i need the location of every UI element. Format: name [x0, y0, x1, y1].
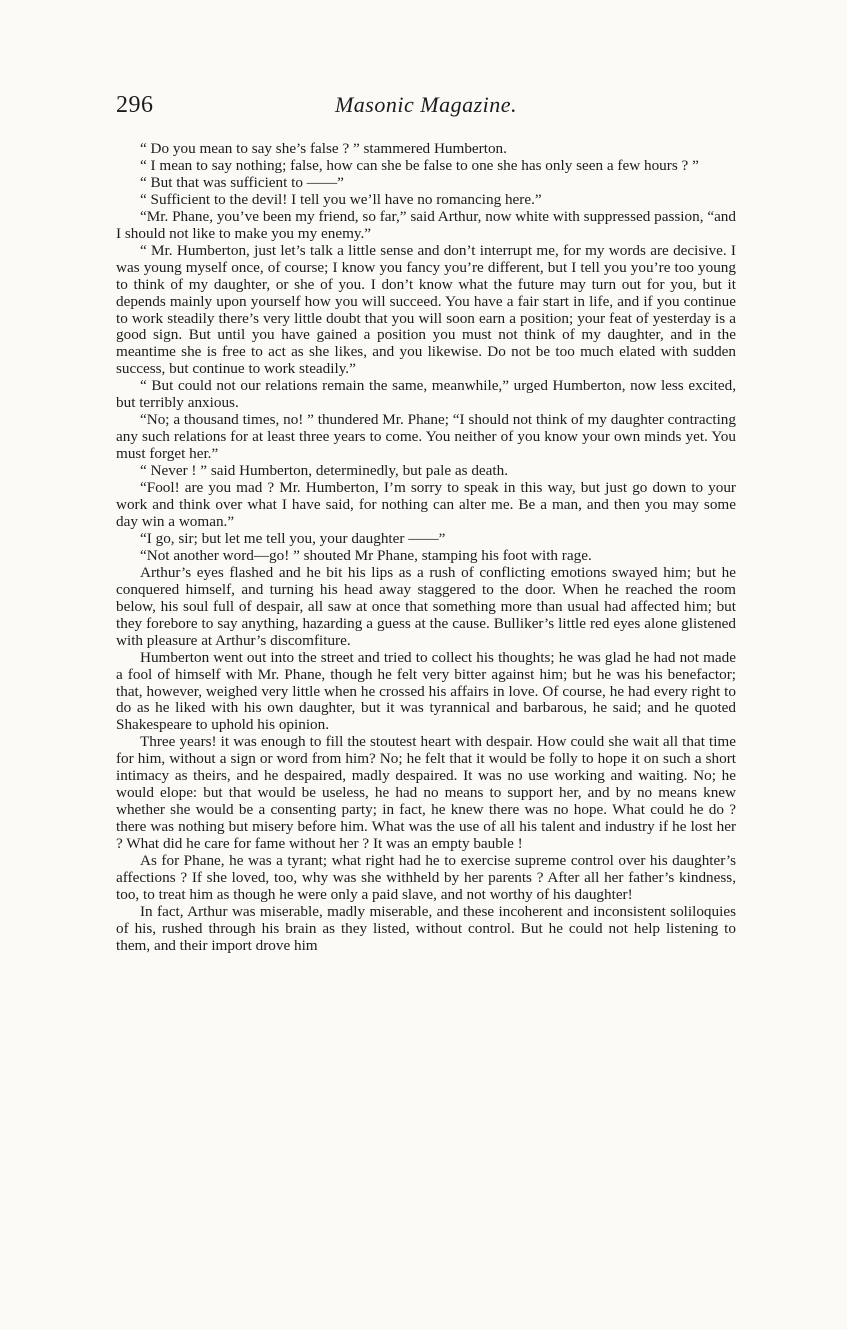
paragraph: Humberton went out into the street and tried to collect his thoughts; he was glad he had not made a fool of himself with Mr. Phane, though he felt very bitter against him; but he was his benefactor; that, however, weighed very little when he crossed his affairs in love. Of course, he had every right to do as he liked with his own daughter, but it was tyrannical and barbarous, he said; and he quoted Shakespeare to uphold his opinion.: [116, 648, 736, 734]
article-body: [116, 141, 736, 955]
paragraph: “ But could not our relations remain the same, meanwhile,” urged Humberton, now less excited, but terribly anxious.: [116, 377, 736, 412]
page-number: 296: [116, 92, 154, 118]
paragraph: Three years! it was enough to fill the stoutest heart with despair. How could she wait all that time for him, without a sign or word from him? No; he felt that it would be folly to hope it on such a short intimacy as theirs, and he despaired, madly despaired. It was no use working and waiting. No; he would elope: but that would be useless, he had no means to support her, and by no means knew whether she would be a consenting party; in fact, he knew there was no hope. What could he do ? there was nothing but misery before him. What was the use of all his talent and industry if he lost her ? What did he care for fame without her ? It was an empty bauble !: [116, 733, 736, 853]
paragraph: “Fool! are you mad ? Mr. Humberton, I’m sorry to speak in this way, but just go down to your work and think over what I have said, for nothing can alter me. Be a man, and then you may some day win a woman.”: [116, 479, 736, 530]
paragraph: “ But that was sufficient to ——”: [140, 173, 344, 191]
paragraph: Arthur’s eyes flashed and he bit his lips as a rush of conflicting emotions swayed him; but he conquered himself, and turning his head away staggered to the door. When he reached the room below, his soul full of despair, all saw at once that something more than usual had affected him; but they forebore to say anything, hazarding a guess at the cause. Bulliker’s little red eyes alone glistened with pleasure at Arthur’s discomfiture.: [116, 563, 736, 649]
paragraph: “ Never ! ” said Humberton, determinedly, but pale as death.: [140, 462, 509, 480]
paragraph: “I go, sir; but let me tell you, your daughter ——”: [140, 529, 446, 547]
paragraph: “ Sufficient to the devil! I tell you we’ll have no romancing here.”: [140, 190, 542, 208]
paragraph: “Not another word—go! ” shouted Mr Phane, stamping his foot with rage.: [140, 546, 592, 564]
paragraph: “ Do you mean to say she’s false ? ” stammered Humberton.: [140, 140, 507, 157]
paragraph: “No; a thousand times, no! ” thundered Mr. Phane; “I should not think of my daughter contracting any such relations for at least three years to come. You neither of you know your own minds yet. You must forget her.”: [116, 411, 736, 463]
page-header: [116, 92, 736, 128]
paragraph: In fact, Arthur was miserable, madly miserable, and these incoherent and inconsistent soliloquies of his, rushed through his brain as they listed, without control. But he could not help listening to them, and their import drove him: [116, 902, 736, 954]
paragraph: “ Mr. Humberton, just let’s talk a little sense and don’t interrupt me, for my words are decisive. I was young myself once, of course; I know you fancy you’re different, but I tell you you’re too young to think of my daughter, or she of you. I don’t know what the future may turn out for you, but it depends mainly upon yourself how you will succeed. You have a fair start in life, and if you continue to work steadily there’s very little doubt that you will soon earn a position; your feat of yesterday is a good sign. But until you have gained a position you must not think of my daughter, and in the meantime she is free to act as she likes, and you likewise. Do not be too much elated with sudden success, but continue to work steadily.”: [116, 241, 736, 378]
running-title: Masonic Magazine.: [334, 92, 518, 117]
paragraph: “ I mean to say nothing; false, how can she be false to one she has only seen a few hours ? ”: [140, 156, 699, 174]
paragraph: As for Phane, he was a tyrant; what right had he to exercise supreme control over his daughter’s affections ? If she loved, too, why was she withheld by her parents ? After all her father’s kindness, too, to treat him as though he were only a paid slave, and not worthy of his daughter!: [116, 852, 736, 903]
paragraph: “Mr. Phane, you’ve been my friend, so far,” said Arthur, now white with suppressed passion, “and I should not like to make you my enemy.”: [116, 207, 736, 242]
